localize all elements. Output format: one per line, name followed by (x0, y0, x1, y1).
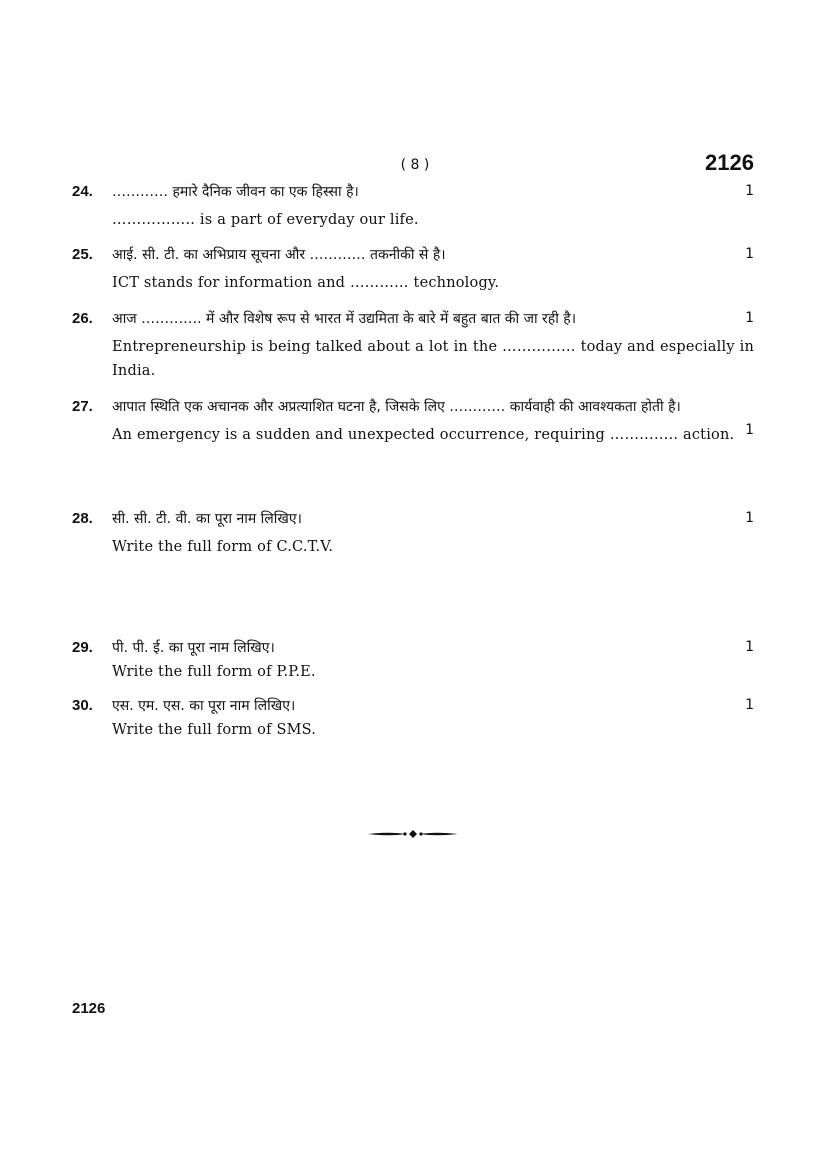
question-text-english: Write the full form of C.C.T.V. (112, 539, 334, 555)
question-marks: 1 (745, 510, 754, 526)
question-number: 27. (72, 398, 93, 415)
question-marks: 1 (745, 697, 754, 713)
question-number: 30. (72, 697, 93, 714)
question-26 (72, 307, 754, 383)
question-number: 26. (72, 310, 93, 327)
end-ornament-icon (366, 826, 460, 842)
question-marks: 1 (745, 310, 754, 326)
question-29 (72, 636, 754, 684)
question-text-english: An emergency is a sudden and unexpected occurrence, requiring ………….. action. (112, 427, 735, 443)
question-number: 28. (72, 510, 93, 527)
question-text-english: …………….. is a part of everyday our life. (112, 212, 419, 228)
question-number: 24. (72, 183, 93, 200)
question-text-hindi: आपात स्थिति एक अचानक और अप्रत्याशित घटना है, जिसके लिए ………… कार्यवाही की आवश्यकता होती है। (112, 399, 681, 415)
question-30 (72, 694, 754, 742)
question-text-hindi: पी. पी. ई. का पूरा नाम लिखिए। (112, 640, 275, 656)
question-text-english: Write the full form of SMS. (112, 722, 317, 738)
question-text-hindi: आज …………. में और विशेष रूप से भारत में उद्यमिता के बारे में बहुत बात की जा रही है। (112, 311, 577, 327)
question-text-hindi: आई. सी. टी. का अभिप्राय सूचना और ………… तकनीकी से है। (112, 247, 446, 263)
question-text-english: ICT stands for information and ………… technology. (112, 275, 500, 291)
question-number: 25. (72, 246, 93, 263)
question-marks: 1 (745, 183, 754, 199)
question-24 (72, 180, 754, 232)
paper-code-header: 2126 (705, 150, 754, 175)
question-25 (72, 243, 754, 295)
question-text-hindi: सी. सी. टी. वी. का पूरा नाम लिखिए। (112, 511, 302, 527)
question-28 (72, 507, 754, 559)
question-text-hindi: एस. एम. एस. का पूरा नाम लिखिए। (112, 698, 296, 714)
question-text-hindi: ………… हमारे दैनिक जीवन का एक हिस्सा है। (112, 184, 359, 200)
question-marks: 1 (745, 246, 754, 262)
question-number: 29. (72, 639, 93, 656)
paper-code-footer: 2126 (72, 1000, 106, 1017)
question-27 (72, 395, 754, 447)
question-text-english: Write the full form of P.P.E. (112, 664, 316, 680)
question-marks: 1 (745, 639, 754, 655)
question-text-english: Entrepreneurship is being talked about a lot in the …………… today and especially in India. (112, 339, 754, 379)
question-marks: 1 (745, 422, 754, 438)
page-number: ( 8 ) (400, 157, 430, 173)
